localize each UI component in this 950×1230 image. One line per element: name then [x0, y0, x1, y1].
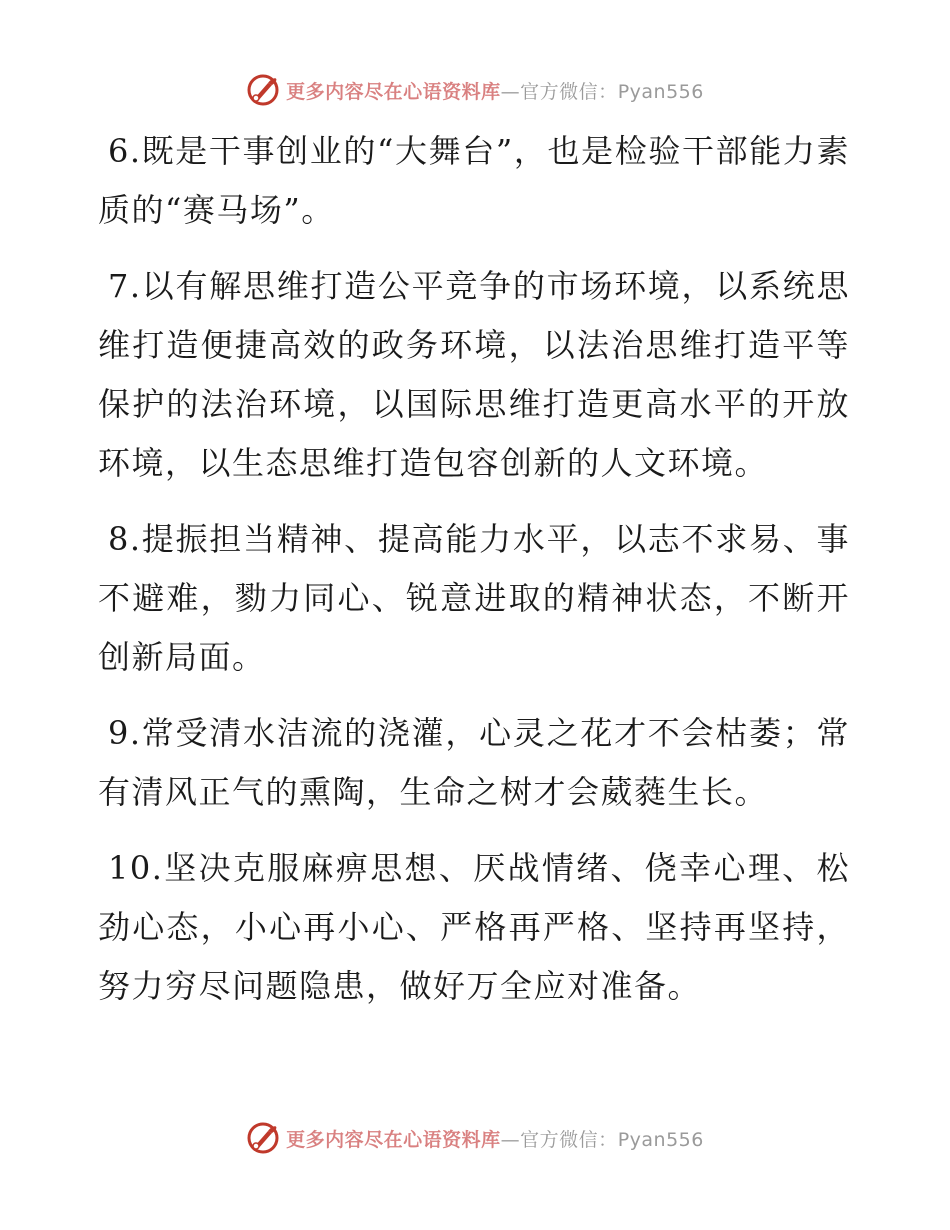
quote-item-10: 10.坚决克服麻痹思想、厌战情绪、侥幸心理、松劲心态，小心再小心、严格再严格、坚持再坚持，努力穷尽问题隐患，做好万全应对准备。: [98, 849, 850, 1005]
watermark-dash: —: [500, 80, 521, 103]
watermark-wechat-id: Pyan556: [617, 1128, 704, 1151]
document-body: [98, 122, 850, 1033]
watermark-text: [286, 1125, 704, 1152]
header-watermark: [0, 70, 950, 110]
watermark-wechat-label: 官方微信：: [520, 1128, 618, 1151]
watermark-wechat-label: 官方微信：: [520, 80, 618, 103]
watermark-text: [286, 77, 704, 104]
watermark-dash: —: [500, 1128, 521, 1151]
watermark-site-text: 更多内容尽在心语资料库: [286, 1128, 501, 1151]
red-quill-seal-icon: [246, 1121, 280, 1155]
quote-item-6: 6.既是干事创业的“大舞台”，也是检验干部能力素质的“赛马场”。: [98, 132, 850, 229]
quote-item-9: 9.常受清水洁流的浇灌，心灵之花才不会枯萎；常有清风正气的熏陶，生命之树才会葳蕤生长。: [98, 714, 850, 811]
quote-item-8: 8.提振担当精神、提高能力水平，以志不求易、事不避难，勠力同心、锐意进取的精神状态，不断开创新局面。: [98, 520, 850, 676]
watermark-site-text: 更多内容尽在心语资料库: [286, 80, 501, 103]
watermark-wechat-id: Pyan556: [617, 80, 704, 103]
red-quill-seal-icon: [246, 73, 280, 107]
footer-watermark: [0, 1118, 950, 1158]
quote-item-7: 7.以有解思维打造公平竞争的市场环境，以系统思维打造便捷高效的政务环境，以法治思维打造平等保护的法治环境，以国际思维打造更高水平的开放环境，以生态思维打造包容创新的人文环境。: [98, 267, 850, 482]
